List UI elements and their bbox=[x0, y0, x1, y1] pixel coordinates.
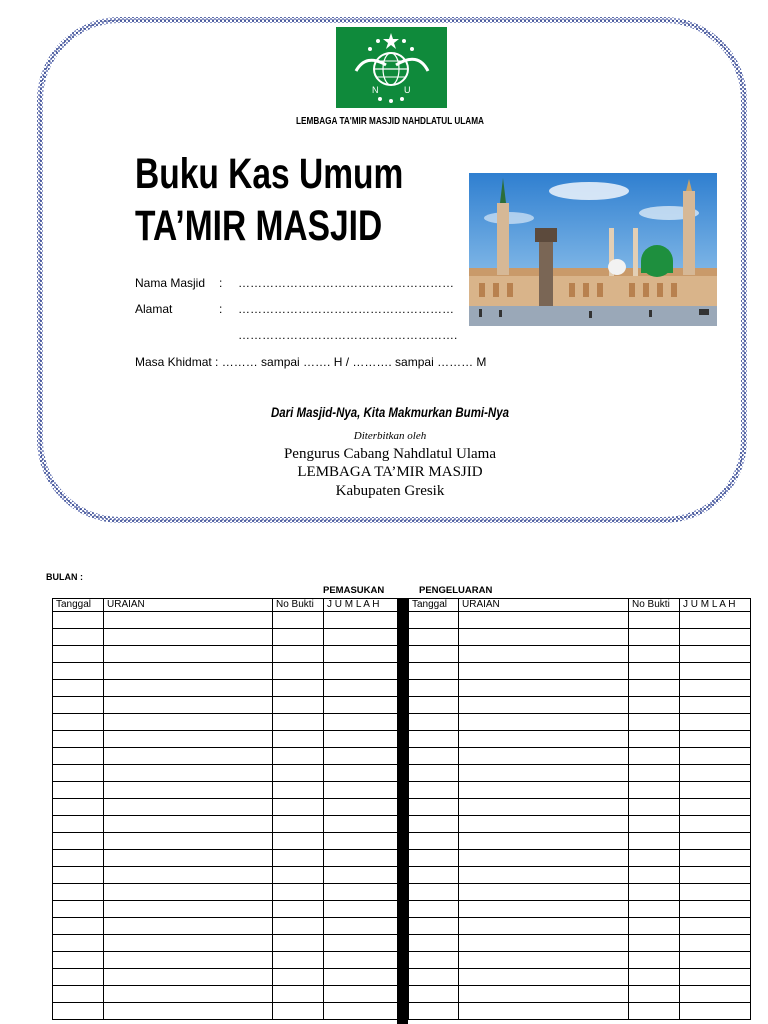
table-row bbox=[409, 680, 751, 697]
alamat-field-1[interactable]: ……………………………………………… bbox=[238, 302, 454, 316]
ledger-cell[interactable] bbox=[680, 782, 751, 799]
ledger-cell[interactable] bbox=[104, 935, 273, 952]
table-row bbox=[53, 697, 399, 714]
ledger-cell[interactable] bbox=[324, 646, 399, 663]
table-row bbox=[409, 748, 751, 765]
ledger-cell[interactable] bbox=[459, 935, 629, 952]
table-row bbox=[53, 833, 399, 850]
expense-label: PENGELUARAN bbox=[419, 585, 493, 596]
col-no-bukti: No Bukti bbox=[273, 599, 324, 612]
ledger-cell[interactable] bbox=[324, 867, 399, 884]
ledger-cell[interactable] bbox=[104, 629, 273, 646]
ledger-cell[interactable] bbox=[324, 969, 399, 986]
ledger-cell[interactable] bbox=[629, 952, 680, 969]
logo-letter-u: U bbox=[404, 85, 411, 95]
ledger-cell[interactable] bbox=[324, 697, 399, 714]
ledger-cell[interactable] bbox=[324, 1003, 399, 1020]
ledger-cell[interactable] bbox=[273, 765, 324, 782]
ledger-cell[interactable] bbox=[53, 782, 104, 799]
ledger-cell[interactable] bbox=[104, 1003, 273, 1020]
ledger-cell[interactable] bbox=[459, 833, 629, 850]
ledger-cell[interactable] bbox=[53, 663, 104, 680]
table-row bbox=[409, 697, 751, 714]
table-row bbox=[53, 612, 399, 629]
ledger-cell[interactable] bbox=[629, 918, 680, 935]
ledger-cell[interactable] bbox=[104, 748, 273, 765]
ledger-cell[interactable] bbox=[53, 680, 104, 697]
ledger-cell[interactable] bbox=[629, 782, 680, 799]
ledger-cell[interactable] bbox=[273, 782, 324, 799]
table-row bbox=[409, 663, 751, 680]
ledger-cell[interactable] bbox=[53, 952, 104, 969]
ledger-cell[interactable] bbox=[324, 986, 399, 1003]
table-row bbox=[53, 714, 399, 731]
ledger-cell[interactable] bbox=[680, 765, 751, 782]
ledger-cell[interactable] bbox=[459, 663, 629, 680]
nama-masjid-field[interactable]: ……………………………………………… bbox=[238, 276, 454, 290]
ledger-cell[interactable] bbox=[629, 629, 680, 646]
ledger-cell[interactable] bbox=[680, 799, 751, 816]
ledger-cell[interactable] bbox=[104, 799, 273, 816]
table-row bbox=[53, 748, 399, 765]
ledger-cell[interactable] bbox=[629, 1003, 680, 1020]
ledger-cell[interactable] bbox=[324, 850, 399, 867]
table-row bbox=[409, 986, 751, 1003]
table-row bbox=[53, 646, 399, 663]
ledger-cell[interactable] bbox=[409, 612, 459, 629]
ledger-cell[interactable] bbox=[273, 952, 324, 969]
ledger-cell[interactable] bbox=[104, 697, 273, 714]
ledger-cell[interactable] bbox=[53, 884, 104, 901]
mosque-photo bbox=[469, 173, 717, 326]
ledger-cell[interactable] bbox=[324, 816, 399, 833]
ledger-cell[interactable] bbox=[104, 731, 273, 748]
table-row bbox=[53, 884, 399, 901]
ledger-cell[interactable] bbox=[409, 935, 459, 952]
table-row bbox=[53, 816, 399, 833]
ledger-cell[interactable] bbox=[409, 629, 459, 646]
alamat-colon: : bbox=[219, 302, 223, 316]
ledger-cell[interactable] bbox=[104, 646, 273, 663]
ledger-cell[interactable] bbox=[459, 799, 629, 816]
ledger-cell[interactable] bbox=[324, 748, 399, 765]
ledger-cell[interactable] bbox=[680, 833, 751, 850]
ledger-cell[interactable] bbox=[53, 646, 104, 663]
ledger-cell[interactable] bbox=[459, 680, 629, 697]
ledger-cell[interactable] bbox=[459, 816, 629, 833]
ledger-cell[interactable] bbox=[409, 663, 459, 680]
table-row bbox=[409, 935, 751, 952]
ledger-cell[interactable] bbox=[53, 986, 104, 1003]
table-row bbox=[53, 799, 399, 816]
table-row bbox=[53, 969, 399, 986]
ledger-cell[interactable] bbox=[273, 799, 324, 816]
table-row bbox=[409, 867, 751, 884]
ledger-cell[interactable] bbox=[459, 986, 629, 1003]
ledger-cell[interactable] bbox=[459, 612, 629, 629]
table-row bbox=[409, 901, 751, 918]
ledger-cell[interactable] bbox=[104, 833, 273, 850]
ledger-cell[interactable] bbox=[680, 901, 751, 918]
ledger-cell[interactable] bbox=[459, 782, 629, 799]
ledger-cell[interactable] bbox=[409, 799, 459, 816]
ledger-cell[interactable] bbox=[273, 731, 324, 748]
ledger-cell[interactable] bbox=[273, 1003, 324, 1020]
col-tanggal: Tanggal bbox=[409, 599, 459, 612]
ledger-cell[interactable] bbox=[324, 833, 399, 850]
nu-logo bbox=[336, 27, 447, 108]
table-row bbox=[409, 918, 751, 935]
ledger-cell[interactable] bbox=[324, 884, 399, 901]
ledger-cell[interactable] bbox=[53, 799, 104, 816]
ledger-cell[interactable] bbox=[409, 1003, 459, 1020]
col-uraian: URAIAN bbox=[104, 599, 273, 612]
ledger-cell[interactable] bbox=[629, 714, 680, 731]
ledger-cell[interactable] bbox=[409, 816, 459, 833]
table-row bbox=[53, 918, 399, 935]
ledger-cell[interactable] bbox=[680, 952, 751, 969]
ledger-cell[interactable] bbox=[409, 918, 459, 935]
ledger-cell[interactable] bbox=[680, 986, 751, 1003]
ledger-cell[interactable] bbox=[680, 867, 751, 884]
alamat-label: Alamat bbox=[135, 302, 173, 316]
ledger-cell[interactable] bbox=[53, 765, 104, 782]
alamat-field-2[interactable]: ………………………………………………. bbox=[238, 328, 458, 342]
ledger-cell[interactable] bbox=[680, 612, 751, 629]
ledger-cell[interactable] bbox=[409, 697, 459, 714]
ledger-cell[interactable] bbox=[324, 612, 399, 629]
table-row bbox=[409, 646, 751, 663]
ledger-cell[interactable] bbox=[273, 680, 324, 697]
ledger-cell[interactable] bbox=[680, 629, 751, 646]
month-label: BULAN : bbox=[46, 572, 83, 582]
ledger-cell[interactable] bbox=[53, 969, 104, 986]
ledger-cell[interactable] bbox=[459, 765, 629, 782]
ledger-cell[interactable] bbox=[324, 782, 399, 799]
ledger-cell[interactable] bbox=[273, 714, 324, 731]
ledger-cell[interactable] bbox=[459, 952, 629, 969]
ledger-cell[interactable] bbox=[680, 731, 751, 748]
published-by-label: Diterbitkan oleh bbox=[353, 430, 427, 442]
table-row bbox=[409, 833, 751, 850]
ledger-cell[interactable] bbox=[629, 799, 680, 816]
ledger-cell[interactable] bbox=[680, 884, 751, 901]
ledger-cell[interactable] bbox=[53, 918, 104, 935]
ledger-cell[interactable] bbox=[629, 697, 680, 714]
ledger-cell[interactable] bbox=[273, 918, 324, 935]
ledger-cell[interactable] bbox=[680, 1003, 751, 1020]
table-divider bbox=[397, 598, 408, 1024]
ledger-cell[interactable] bbox=[409, 867, 459, 884]
ledger-cell[interactable] bbox=[459, 901, 629, 918]
ledger-cell[interactable] bbox=[680, 663, 751, 680]
ledger-cell[interactable] bbox=[324, 901, 399, 918]
ledger-cell[interactable] bbox=[409, 680, 459, 697]
col-no-bukti: No Bukti bbox=[629, 599, 680, 612]
title-line-1: Buku Kas Umum bbox=[135, 150, 404, 198]
ledger-cell[interactable] bbox=[104, 782, 273, 799]
nama-masjid-label: Nama Masjid bbox=[135, 276, 206, 290]
ledger-cell[interactable] bbox=[409, 969, 459, 986]
ledger-cell[interactable] bbox=[409, 765, 459, 782]
ledger-cell[interactable] bbox=[629, 816, 680, 833]
slogan: Dari Masjid-Nya, Kita Makmurkan Bumi-Nya bbox=[271, 404, 509, 420]
ledger-cell[interactable] bbox=[273, 850, 324, 867]
ledger-cell[interactable] bbox=[273, 884, 324, 901]
ledger-cell[interactable] bbox=[104, 918, 273, 935]
table-row bbox=[53, 629, 399, 646]
ledger-cell[interactable] bbox=[459, 731, 629, 748]
ledger-cell[interactable] bbox=[53, 629, 104, 646]
table-row bbox=[53, 765, 399, 782]
col-tanggal: Tanggal bbox=[53, 599, 104, 612]
ledger-cell[interactable] bbox=[409, 986, 459, 1003]
table-row bbox=[409, 1003, 751, 1020]
expense-table bbox=[408, 598, 751, 1020]
table-row bbox=[409, 850, 751, 867]
ledger-cell[interactable] bbox=[459, 884, 629, 901]
table-row bbox=[53, 867, 399, 884]
ledger-cell[interactable] bbox=[104, 952, 273, 969]
ledger-cell[interactable] bbox=[459, 1003, 629, 1020]
ledger-cell[interactable] bbox=[629, 935, 680, 952]
ledger-cell[interactable] bbox=[324, 663, 399, 680]
ledger-cell[interactable] bbox=[680, 748, 751, 765]
ledger-cell[interactable] bbox=[104, 884, 273, 901]
ledger-cell[interactable] bbox=[53, 731, 104, 748]
institute-name: LEMBAGA TA'MIR MASJID NAHDLATUL ULAMA bbox=[296, 116, 484, 127]
table-row bbox=[409, 952, 751, 969]
income-table bbox=[52, 598, 399, 1020]
ledger-cell[interactable] bbox=[629, 867, 680, 884]
title-line-2: TA’MIR MASJID bbox=[135, 202, 383, 250]
ledger-cell[interactable] bbox=[273, 697, 324, 714]
ledger-cell[interactable] bbox=[409, 731, 459, 748]
ledger-cell[interactable] bbox=[629, 850, 680, 867]
ledger-cell[interactable] bbox=[53, 612, 104, 629]
ledger-cell[interactable] bbox=[680, 935, 751, 952]
col-jumlah: J U M L A H bbox=[324, 599, 399, 612]
ledger-cell[interactable] bbox=[409, 714, 459, 731]
ledger-cell[interactable] bbox=[104, 986, 273, 1003]
ledger-cell[interactable] bbox=[459, 629, 629, 646]
ledger-cell[interactable] bbox=[680, 697, 751, 714]
table-row bbox=[53, 935, 399, 952]
table-row bbox=[409, 884, 751, 901]
table-row bbox=[409, 816, 751, 833]
table-row bbox=[53, 680, 399, 697]
ledger-cell[interactable] bbox=[104, 612, 273, 629]
income-label: PEMASUKAN bbox=[323, 585, 385, 596]
ledger-cell[interactable] bbox=[680, 714, 751, 731]
ledger-cell[interactable] bbox=[324, 629, 399, 646]
table-row bbox=[53, 782, 399, 799]
ledger-cell[interactable] bbox=[629, 901, 680, 918]
ledger-cell[interactable] bbox=[409, 901, 459, 918]
table-row bbox=[53, 952, 399, 969]
table-row bbox=[409, 714, 751, 731]
ledger-cell[interactable] bbox=[409, 884, 459, 901]
ledger-cell[interactable] bbox=[53, 1003, 104, 1020]
ledger-cell[interactable] bbox=[273, 986, 324, 1003]
ledger-cell[interactable] bbox=[273, 612, 324, 629]
ledger-cell[interactable] bbox=[324, 935, 399, 952]
table-row bbox=[53, 1003, 399, 1020]
ledger-cell[interactable] bbox=[629, 765, 680, 782]
ledger-cell[interactable] bbox=[409, 952, 459, 969]
ledger-cell[interactable] bbox=[629, 833, 680, 850]
ledger-cell[interactable] bbox=[273, 816, 324, 833]
ledger-cell[interactable] bbox=[273, 748, 324, 765]
ledger-cell[interactable] bbox=[273, 833, 324, 850]
ledger-cell[interactable] bbox=[680, 646, 751, 663]
table-row bbox=[409, 629, 751, 646]
table-row bbox=[53, 731, 399, 748]
ledger-cell[interactable] bbox=[680, 850, 751, 867]
org-name: Pengurus Cabang Nahdlatul Ulama bbox=[283, 446, 497, 462]
table-row bbox=[409, 799, 751, 816]
ledger-cell[interactable] bbox=[104, 867, 273, 884]
ledger-cell[interactable] bbox=[409, 850, 459, 867]
ledger-cell[interactable] bbox=[324, 952, 399, 969]
ledger-cell[interactable] bbox=[629, 969, 680, 986]
ledger-cell[interactable] bbox=[629, 663, 680, 680]
ledger-cell[interactable] bbox=[629, 884, 680, 901]
ledger-cell[interactable] bbox=[680, 680, 751, 697]
ledger-cell[interactable] bbox=[324, 731, 399, 748]
ledger-cell[interactable] bbox=[104, 680, 273, 697]
ledger-cell[interactable] bbox=[324, 680, 399, 697]
ledger-cell[interactable] bbox=[53, 935, 104, 952]
ledger-cell[interactable] bbox=[629, 646, 680, 663]
ledger-cell[interactable] bbox=[629, 731, 680, 748]
org-division: LEMBAGA TA’MIR MASJID bbox=[297, 464, 483, 480]
ledger-cell[interactable] bbox=[53, 714, 104, 731]
ledger-cell[interactable] bbox=[104, 901, 273, 918]
ledger-cell[interactable] bbox=[53, 697, 104, 714]
ledger-cell[interactable] bbox=[459, 646, 629, 663]
ledger-cell[interactable] bbox=[324, 918, 399, 935]
ledger-cell[interactable] bbox=[273, 935, 324, 952]
ledger-cell[interactable] bbox=[273, 969, 324, 986]
ledger-cell[interactable] bbox=[53, 748, 104, 765]
ledger-cell[interactable] bbox=[680, 969, 751, 986]
ledger-cell[interactable] bbox=[459, 918, 629, 935]
table-row bbox=[53, 901, 399, 918]
table-row bbox=[409, 612, 751, 629]
ledger-cell[interactable] bbox=[629, 680, 680, 697]
col-uraian: URAIAN bbox=[459, 599, 629, 612]
ledger-cell[interactable] bbox=[629, 748, 680, 765]
table-row bbox=[409, 731, 751, 748]
ledger-cell[interactable] bbox=[104, 969, 273, 986]
ledger-cell[interactable] bbox=[104, 663, 273, 680]
ledger-cell[interactable] bbox=[273, 646, 324, 663]
ledger-cell[interactable] bbox=[459, 969, 629, 986]
nama-masjid-colon: : bbox=[219, 276, 223, 290]
ledger-cell[interactable] bbox=[273, 663, 324, 680]
ledger-cell[interactable] bbox=[104, 714, 273, 731]
ledger-cell[interactable] bbox=[104, 850, 273, 867]
ledger-cell[interactable] bbox=[409, 833, 459, 850]
org-region: Kabupaten Gresik bbox=[335, 483, 445, 499]
ledger-cell[interactable] bbox=[459, 850, 629, 867]
table-row bbox=[53, 986, 399, 1003]
ledger-cell[interactable] bbox=[324, 765, 399, 782]
ledger-cell[interactable] bbox=[409, 646, 459, 663]
table-row bbox=[409, 782, 751, 799]
ledger-cell[interactable] bbox=[459, 697, 629, 714]
ledger-cell[interactable] bbox=[629, 986, 680, 1003]
ledger-cell[interactable] bbox=[324, 714, 399, 731]
logo-letter-n: N bbox=[372, 85, 379, 95]
ledger-cell[interactable] bbox=[409, 748, 459, 765]
ledger-cell[interactable] bbox=[53, 901, 104, 918]
ledger-cell[interactable] bbox=[273, 867, 324, 884]
ledger-cell[interactable] bbox=[104, 816, 273, 833]
table-row bbox=[53, 663, 399, 680]
ledger-cell[interactable] bbox=[459, 867, 629, 884]
ledger-cell[interactable] bbox=[629, 612, 680, 629]
ledger-cell[interactable] bbox=[53, 850, 104, 867]
ledger-cell[interactable] bbox=[324, 799, 399, 816]
ledger-cell[interactable] bbox=[680, 918, 751, 935]
ledger-cell[interactable] bbox=[459, 748, 629, 765]
ledger-cell[interactable] bbox=[459, 714, 629, 731]
ledger-cell[interactable] bbox=[273, 629, 324, 646]
ledger-cell[interactable] bbox=[53, 816, 104, 833]
ledger-cell[interactable] bbox=[409, 782, 459, 799]
table-row bbox=[409, 969, 751, 986]
masa-khidmat-field[interactable]: Masa Khidmat : ……… sampai ……. H / ………. sampai ……… M bbox=[135, 355, 487, 369]
table-row bbox=[53, 850, 399, 867]
table-row bbox=[409, 765, 751, 782]
ledger-cell[interactable] bbox=[53, 867, 104, 884]
ledger-cell[interactable] bbox=[273, 901, 324, 918]
ledger-cell[interactable] bbox=[104, 765, 273, 782]
ledger-cell[interactable] bbox=[680, 816, 751, 833]
col-jumlah: J U M L A H bbox=[680, 599, 751, 612]
ledger-cell[interactable] bbox=[53, 833, 104, 850]
